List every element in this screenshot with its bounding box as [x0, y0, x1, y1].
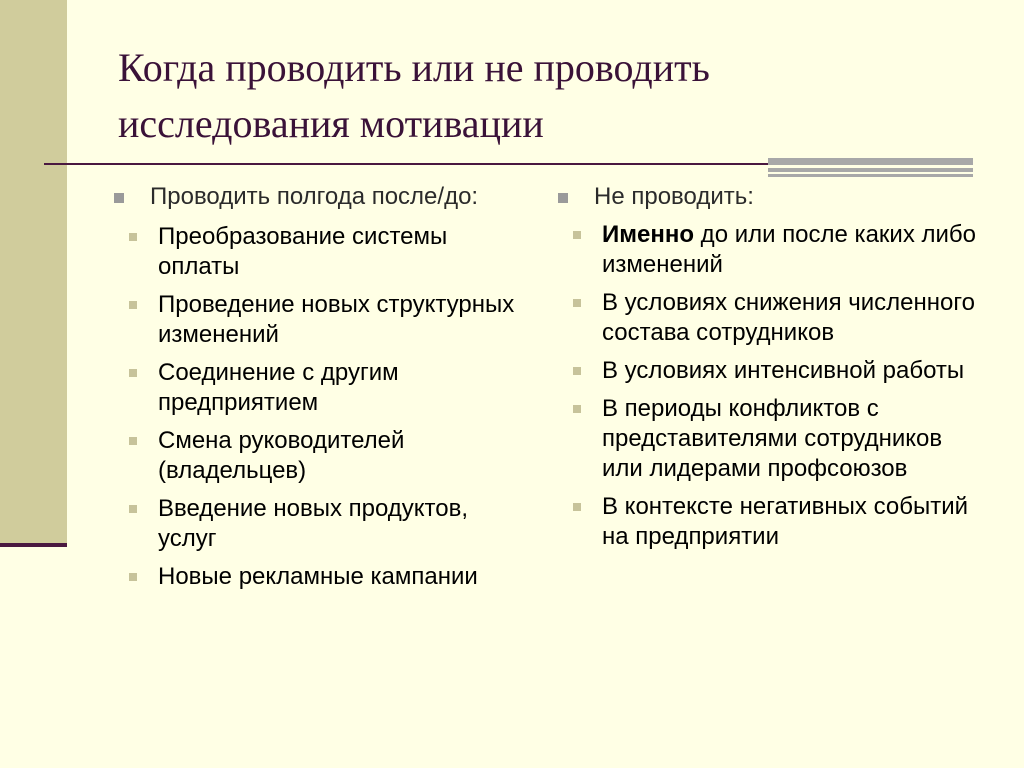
slide-title: [118, 40, 978, 152]
list-item: [518, 288, 986, 348]
list-item: [518, 492, 986, 552]
list-item-text: Смена руководителей (владельцев): [158, 427, 405, 484]
slide-title-line-1: Когда проводить или не проводить: [118, 45, 710, 90]
list-item-text: В периоды конфликтов с представителями сотрудников или лидерами профсоюзов: [602, 395, 943, 482]
list-item-text: Соединение с другим предприятием: [158, 359, 399, 416]
list-item-text: В условиях интенсивной работы: [602, 357, 965, 384]
square-bullet-icon: [129, 573, 137, 581]
left-column-heading-item: [112, 182, 532, 212]
left-band-accent-line: [0, 543, 67, 547]
square-bullet-icon: [573, 299, 581, 307]
list-item: [74, 222, 532, 282]
square-bullet-icon: [573, 231, 581, 239]
right-column: [556, 182, 986, 560]
list-item-text: В контексте негативных событий на предприятии: [602, 493, 969, 550]
decorative-bar: [768, 158, 973, 165]
emphasis-text: Именно: [602, 221, 695, 248]
list-item-text: В условиях снижения численного состава сотрудников: [602, 289, 975, 346]
list-item: [74, 290, 532, 350]
square-bullet-icon: [129, 233, 137, 241]
square-bullet-icon: [129, 437, 137, 445]
square-bullet-icon: [114, 193, 124, 203]
square-bullet-icon: [573, 367, 581, 375]
list-item-text: Новые рекламные кампании: [158, 563, 478, 590]
list-item-text: Введение новых продуктов, услуг: [158, 495, 469, 552]
slide-title-line-2: исследования мотивации: [118, 101, 544, 146]
square-bullet-icon: [129, 505, 137, 513]
list-item: [74, 494, 532, 554]
right-column-heading: Не проводить:: [594, 183, 754, 210]
list-item: [74, 562, 532, 592]
square-bullet-icon: [558, 193, 568, 203]
left-column-list: [112, 222, 532, 592]
list-item: [518, 220, 986, 280]
title-underline: [44, 163, 774, 165]
left-column: [112, 182, 532, 600]
list-item: [74, 358, 532, 418]
left-column-heading: Проводить полгода после/до:: [150, 183, 479, 210]
square-bullet-icon: [573, 405, 581, 413]
left-decorative-band: [0, 0, 67, 545]
square-bullet-icon: [129, 369, 137, 377]
decorative-bar: [768, 168, 973, 172]
right-column-heading-item: [556, 182, 986, 212]
list-item-text: Проведение новых структурных изменений: [158, 291, 515, 348]
list-item: [74, 426, 532, 486]
square-bullet-icon: [129, 301, 137, 309]
square-bullet-icon: [573, 503, 581, 511]
list-item-text: до или после каких либо изменений: [602, 221, 977, 278]
list-item: [518, 356, 986, 386]
list-item-text: Преобразование системы оплаты: [158, 223, 448, 280]
decorative-bar: [768, 174, 973, 177]
list-item: [518, 394, 986, 484]
right-column-list: [556, 220, 986, 552]
title-decorative-bars: [768, 158, 973, 178]
